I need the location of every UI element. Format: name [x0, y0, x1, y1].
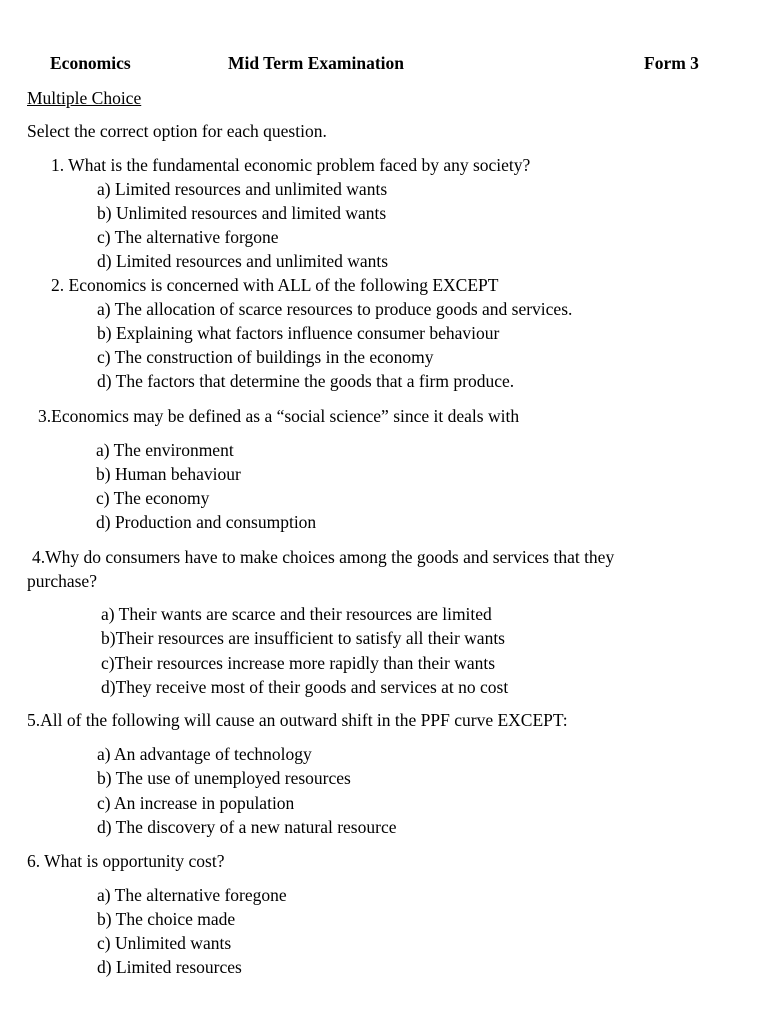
question-2-option-c: c) The construction of buildings in the economy [97, 347, 434, 367]
section-title: Multiple Choice [27, 88, 142, 108]
question-5-option-a: a) An advantage of technology [97, 744, 312, 764]
question-3-option-c: c) The economy [96, 488, 210, 508]
question-5: 5.All of the following will cause an outward shift in the PPF curve EXCEPT: [27, 710, 568, 730]
instruction-text: Select the correct option for each question. [27, 121, 327, 141]
question-2-option-d: d) The factors that determine the goods that a firm produce. [97, 371, 515, 391]
question-4-option-b: b)Their resources are insufficient to satisfy all their wants [101, 628, 505, 648]
question-4-line-1: 4.Why do consumers have to make choices among the goods and services that they [32, 547, 615, 567]
question-6: 6. What is opportunity cost? [27, 851, 225, 871]
question-6-option-c: c) Unlimited wants [97, 933, 232, 953]
question-2-option-a: a) The allocation of scarce resources to produce goods and services. [97, 299, 573, 319]
question-5-option-c: c) An increase in population [97, 793, 295, 813]
question-4-option-d: d)They receive most of their goods and services at no cost [101, 677, 509, 697]
question-3-option-a: a) The environment [96, 440, 234, 460]
question-3-option-b: b) Human behaviour [96, 464, 241, 484]
question-4-line-2: purchase? [27, 571, 97, 591]
question-4-option-c: c)Their resources increase more rapidly than their wants [101, 653, 496, 673]
question-6-option-d: d) Limited resources [97, 957, 242, 977]
subject-label: Economics [50, 53, 131, 73]
question-5-option-d: d) The discovery of a new natural resource [97, 817, 397, 837]
question-4-option-a: a) Their wants are scarce and their resources are limited [101, 604, 492, 624]
question-2: 2. Economics is concerned with ALL of the following EXCEPT [51, 275, 499, 295]
question-1-option-c: c) The alternative forgone [97, 227, 279, 247]
question-1-option-a: a) Limited resources and unlimited wants [97, 179, 388, 199]
question-3: 3.Economics may be defined as a “social science” since it deals with [38, 406, 520, 426]
question-1-option-d: d) Limited resources and unlimited wants [97, 251, 389, 271]
question-1-option-b: b) Unlimited resources and limited wants [97, 203, 387, 223]
question-6-option-a: a) The alternative foregone [97, 885, 287, 905]
exam-title: Mid Term Examination [228, 53, 404, 73]
question-6-option-b: b) The choice made [97, 909, 236, 929]
question-5-option-b: b) The use of unemployed resources [97, 768, 351, 788]
question-2-option-b: b) Explaining what factors influence consumer behaviour [97, 323, 500, 343]
question-1: 1. What is the fundamental economic problem faced by any society? [51, 155, 531, 175]
form-label: Form 3 [644, 53, 699, 73]
question-3-option-d: d) Production and consumption [96, 512, 317, 532]
